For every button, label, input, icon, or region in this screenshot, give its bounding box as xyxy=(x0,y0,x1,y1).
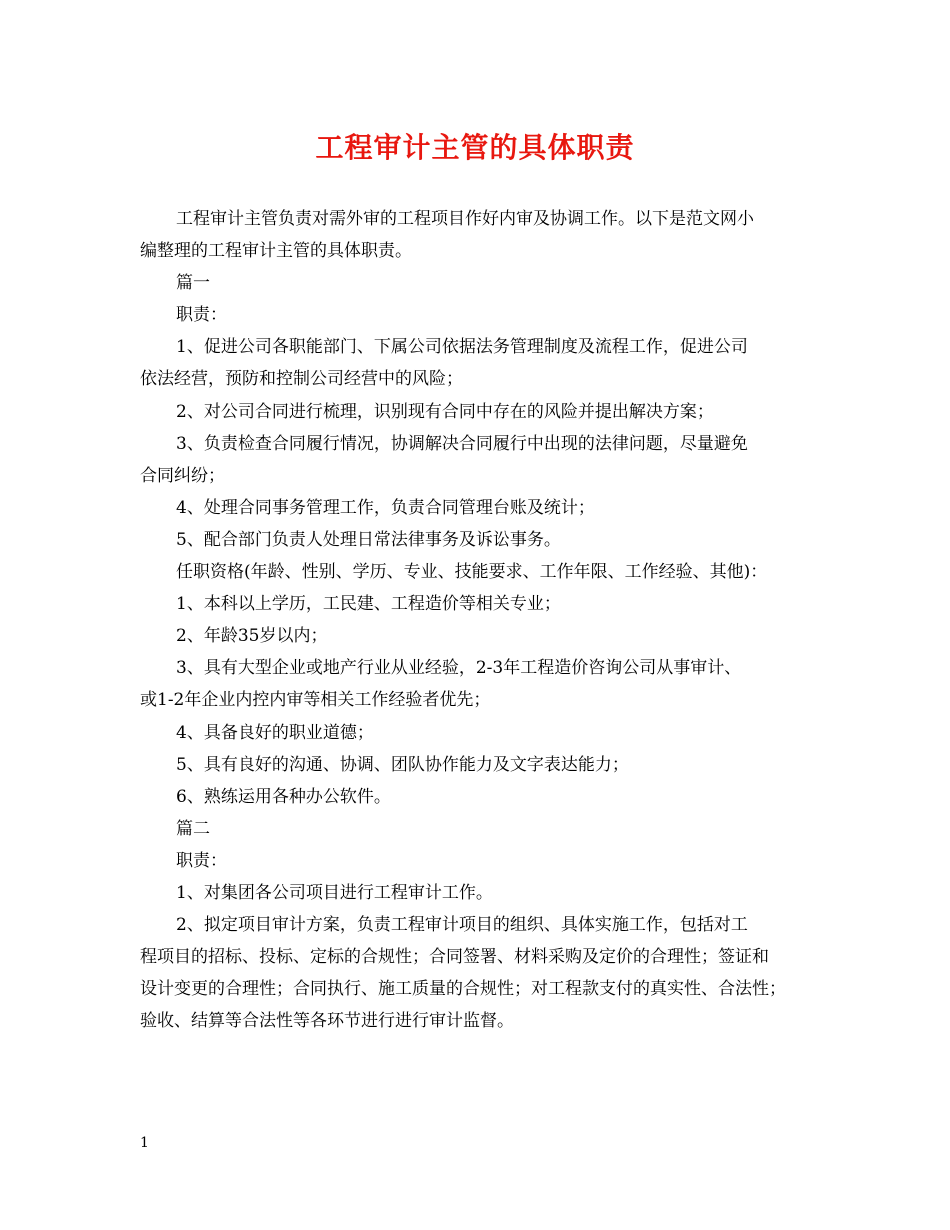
list-item-continuation: 程项目的招标、投标、定标的合规性；合同签署、材料采购及定价的合理性；签证和 xyxy=(140,947,769,968)
page-number: 1 xyxy=(140,1135,149,1151)
list-item: 5、配合部门负责人处理日常法律事务及诉讼事务。 xyxy=(176,529,561,550)
list-item: 3、具有大型企业或地产行业从业经验，2-3年工程造价咨询公司从事审计、 xyxy=(176,658,742,679)
list-item-continuation: 验收、结算等合法性等各环节进行进行审计监督。 xyxy=(140,1011,514,1032)
list-item: 2、对公司合同进行梳理，识别现有合同中存在的风险并提出解决方案； xyxy=(176,401,714,422)
list-item: 4、具备良好的职业道德； xyxy=(176,722,374,743)
subsection-heading: 职责： xyxy=(176,305,227,326)
list-item-continuation: 依法经营，预防和控制公司经营中的风险； xyxy=(140,369,463,390)
list-item-continuation: 或1-2年企业内控内审等相关工作经验者优先； xyxy=(140,690,491,711)
list-item-continuation: 设计变更的合理性；合同执行、施工质量的合规性；对工程款支付的真实性、合法性； xyxy=(140,979,786,1000)
section-heading: 篇一 xyxy=(176,273,210,294)
paragraph-line: 工程审计主管负责对需外审的工程项目作好内审及协调工作。以下是范文网小 xyxy=(176,209,754,229)
list-item: 3、负责检查合同履行情况，协调解决合同履行中出现的法律问题，尽量避免 xyxy=(176,433,748,454)
document-body xyxy=(140,203,820,1037)
list-item: 1、促进公司各职能部门、下属公司依据法务管理制度及流程工作，促进公司 xyxy=(176,337,748,358)
paragraph-line: 编整理的工程审计主管的具体职责。 xyxy=(140,241,412,262)
list-item-continuation: 合同纠纷； xyxy=(140,465,225,486)
document-title: 工程审计主管的具体职责 xyxy=(315,131,635,164)
list-item: 6、熟练运用各种办公软件。 xyxy=(176,786,391,807)
list-item: 1、本科以上学历，工民建、工程造价等相关专业； xyxy=(176,594,561,615)
list-item: 2、拟定项目审计方案，负责工程审计项目的组织、具体实施工作，包括对工 xyxy=(176,915,748,936)
list-item: 4、处理合同事务管理工作，负责合同管理台账及统计； xyxy=(176,497,595,518)
list-item: 5、具有良好的沟通、协调、团队协作能力及文字表达能力； xyxy=(176,754,629,775)
section-heading: 篇二 xyxy=(176,818,210,839)
subsection-heading: 职责： xyxy=(176,850,227,871)
list-item: 2、年龄35岁以内； xyxy=(176,626,328,647)
list-item: 1、对集团各公司项目进行工程审计工作。 xyxy=(176,882,493,903)
subsection-heading: 任职资格(年龄、性别、学历、专业、技能要求、工作年限、工作经验、其他)： xyxy=(176,562,768,583)
